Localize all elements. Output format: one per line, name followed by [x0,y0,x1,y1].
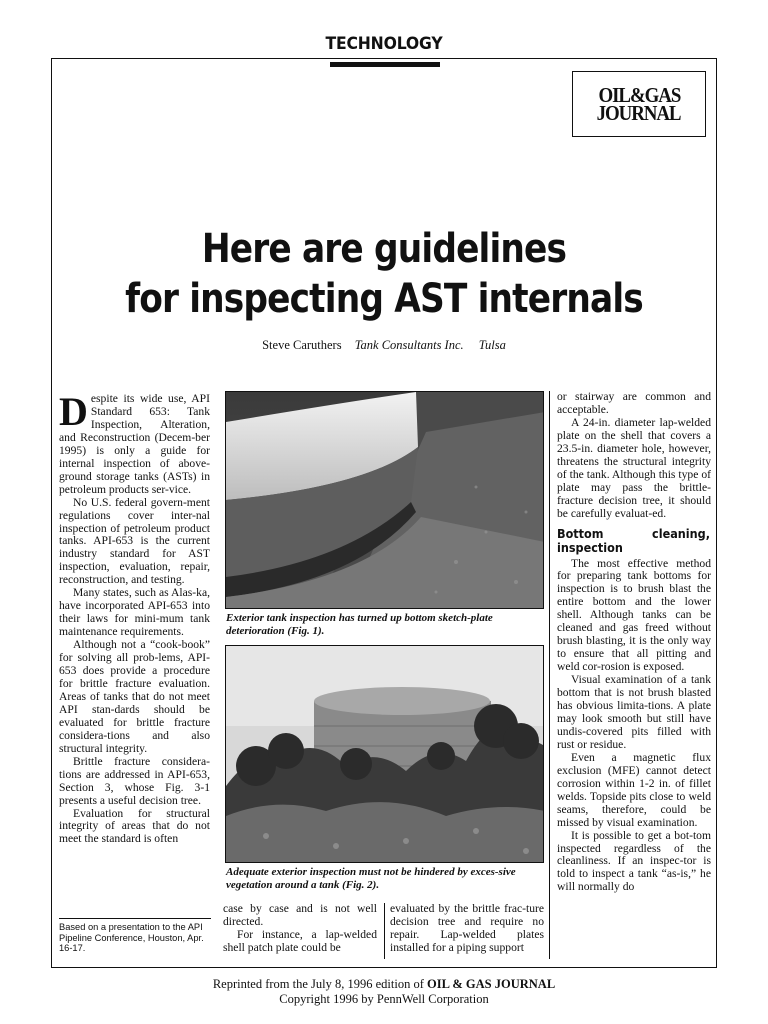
column-divider [384,903,385,959]
author-name: Steve Caruthers [262,338,342,352]
paragraph: case by case and is not well directed. [223,902,377,928]
paragraph: The most effective method for preparing tank bottoms for inspection is to brush blast the entire bottom and the lower shell. Although tanks can be cleaned and gas freed without brush blasting, it is the only way to ensure that all pitting and weld cor-rosion is exposed. [557,556,711,674]
tank-vegetation-image [226,646,544,863]
figure-1-photo [225,391,544,609]
paragraph: Visual examination of a tank bottom that is not brush blasted has obvious limita-tions. A plate may look smooth but still have undis-covered pits filled with rust or residue. [557,673,711,751]
paragraph: or stairway are common and acceptable. [557,390,711,416]
text-column-4 [557,391,711,894]
paragraph: Even a magnetic flux exclusion (MFE) cannot detect corrosion within 1-2 in. of fillet welds. Topside pits close to weld seams, therefore, could be missed by visual examination. [557,750,711,829]
subheading: Bottom cleaning, inspection [557,525,710,555]
figure-1-caption: Exterior tank inspection has turned up bottom sketch-plate deterioration (Fig. 1). [226,612,493,637]
author-organization: Tank Consultants Inc. [354,338,464,352]
paragraph: It is possible to get a bot-tom inspected regardless of the cleanliness. If an inspec-tor is told to inspect a tank “as-is,” he will normally do [557,828,711,894]
publication-name: OIL & GAS JOURNAL [427,977,556,991]
reprint-line [0,977,768,992]
column-divider [549,391,550,959]
paragraph: No U.S. federal govern-ment regulations cover inter-nal inspection of petroleum product tanks. API-653 is the current industry standard for AST inspection, evaluation, repair, reconstruction, and testing. [59,495,210,587]
journal-logo [572,71,706,137]
byline [60,338,708,353]
paragraph: For instance, a lap-welded shell patch plate could be [223,927,377,954]
section-heading: TECHNOLOGY [325,34,443,54]
text-column-1 [59,389,210,846]
copyright-line: Copyright 1996 by PennWell Corporation [279,992,489,1006]
reprint-text: Reprinted from the July 8, 1996 edition of [212,977,428,991]
logo-line-2: JOURNAL [597,101,681,125]
footnote: Based on a presentation to the API Pipeline Conference, Houston, Apr. 16-17. [59,918,211,954]
figure-2-photo [225,645,544,863]
figure-2-caption: Adequate exterior inspection must not be hindered by exces-sive vegetation around a tank (Fig. 2). [226,866,516,891]
paragraph: Although not a “cook-book” for solving all prob-lems, API-653 does provide a procedure for brittle fracture evaluation. Areas of tanks that do not meet API stan-dards should be evaluated for brittle fracture considera-tions and also structural integrity. [59,638,210,755]
text-column-3 [390,903,544,955]
paragraph: evaluated by the brittle frac-ture decision tree and require no repair. Lap-welded plates installed for a piping support [390,902,544,954]
paragraph [59,389,210,497]
headline-line-2: for inspecting AST internals [125,276,643,322]
tank-exterior-image [226,392,544,609]
paragraph: Evaluation for structural integrity of areas that do not meet the standard is often [59,806,210,846]
drop-cap: D [59,389,88,434]
paragraph: Many states, such as Alas-ka, have incorporated API-653 into their laws for mini-mum tank maintenance requirements. [59,586,210,639]
reprint-footer [0,977,768,1007]
author-city: Tulsa [478,338,506,352]
paragraph: Brittle fracture considera-tions are addressed in API-653, Section 3, whose Fig. 3-1 presents a useful decision tree. [59,754,210,807]
text-column-2 [223,903,377,955]
logo-line-1: OIL&GAS [598,83,680,107]
headline-line-1: Here are guidelines [201,226,567,272]
paragraph-text: espite its wide use, API Standard 653: Tank Inspection, Alteration, and Reconstruction (Decem-ber 1995) is only a guide for internal inspection of above-ground storage tanks (ASTs) in petroleum products ser-vice. [59,392,210,496]
paragraph: A 24-in. diameter lap-welded plate on the shell that covers a 23.5-in. diameter hole, however, threatens the structural integrity of the tank. Although this type of plate may pass the brittle-fracture decision tree, it should be carefully evaluat-ed. [557,415,711,520]
article-headline [60,224,708,324]
